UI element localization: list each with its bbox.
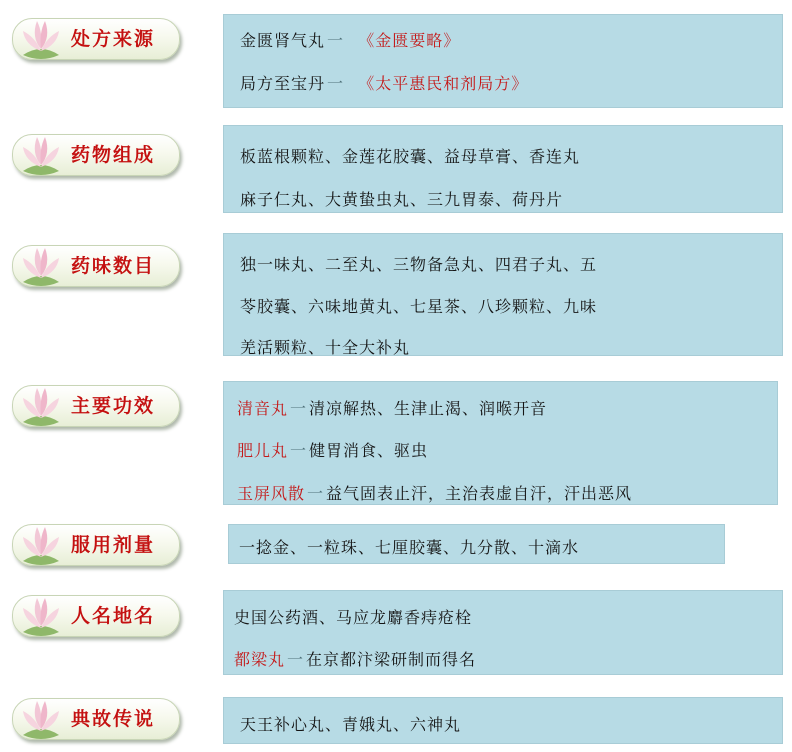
panel-line: 天王补心丸、青娥丸、六神丸 xyxy=(240,715,462,734)
tag-label: 典故传说 xyxy=(71,708,156,730)
tag-composition xyxy=(12,134,180,176)
tag-names xyxy=(12,595,180,637)
panel-line: 麻子仁丸、大黄蛰虫丸、三九胃泰、荷丹片 xyxy=(240,190,564,209)
panel-line: 苓胶囊、六味地黄丸、七星茶、八珍颗粒、九味 xyxy=(240,297,598,316)
panel-line: 肥儿丸 一 健胃消食、驱虫 xyxy=(237,441,429,460)
panel-names xyxy=(223,590,783,675)
tag-label: 药味数目 xyxy=(71,255,156,277)
tag-label: 服用剂量 xyxy=(71,534,156,556)
tag-count xyxy=(12,245,180,287)
tag-dosage xyxy=(12,524,180,566)
panel-efficacy xyxy=(223,381,778,505)
lotus-icon xyxy=(17,693,65,743)
tag-label: 人名地名 xyxy=(71,605,156,627)
lotus-icon xyxy=(17,519,65,569)
panel-line: 史国公药酒、马应龙麝香痔疮栓 xyxy=(234,608,473,627)
lotus-icon xyxy=(17,590,65,640)
panel-line: 独一味丸、二至丸、三物备急丸、四君子丸、五 xyxy=(240,255,598,274)
lotus-icon xyxy=(17,240,65,290)
panel-line: 都梁丸 一 在京都汴梁研制而得名 xyxy=(234,650,477,669)
panel-legend xyxy=(223,697,783,744)
tag-legend xyxy=(12,698,180,740)
panel-line: 羌活颗粒、十全大补丸 xyxy=(240,338,411,357)
lotus-icon xyxy=(17,380,65,430)
lotus-icon xyxy=(17,129,65,179)
tag-label: 药物组成 xyxy=(71,144,156,166)
panel-line: 一捻金、一粒珠、七厘胶囊、九分散、十滴水 xyxy=(239,538,580,557)
panel-line: 清音丸 一 清凉解热、生津止渴、润喉开音 xyxy=(237,399,548,418)
panel-count xyxy=(223,233,783,356)
panel-line: 金匮肾气丸 一 《金匮要略》 xyxy=(240,31,461,50)
tag-label: 处方来源 xyxy=(71,28,156,50)
panel-line: 玉屏风散 一 益气固表止汗，主治表虚自汗，汗出恶风 xyxy=(237,484,633,503)
panel-line: 板蓝根颗粒、金莲花胶囊、益母草膏、香连丸 xyxy=(240,147,581,166)
tag-label: 主要功效 xyxy=(71,395,156,417)
panel-line: 局方至宝丹 一 《太平惠民和剂局方》 xyxy=(240,74,529,93)
lotus-icon xyxy=(17,13,65,63)
panel-composition xyxy=(223,125,783,213)
tag-efficacy xyxy=(12,385,180,427)
panel-source xyxy=(223,14,783,108)
panel-dosage xyxy=(228,524,725,564)
tag-source xyxy=(12,18,180,60)
